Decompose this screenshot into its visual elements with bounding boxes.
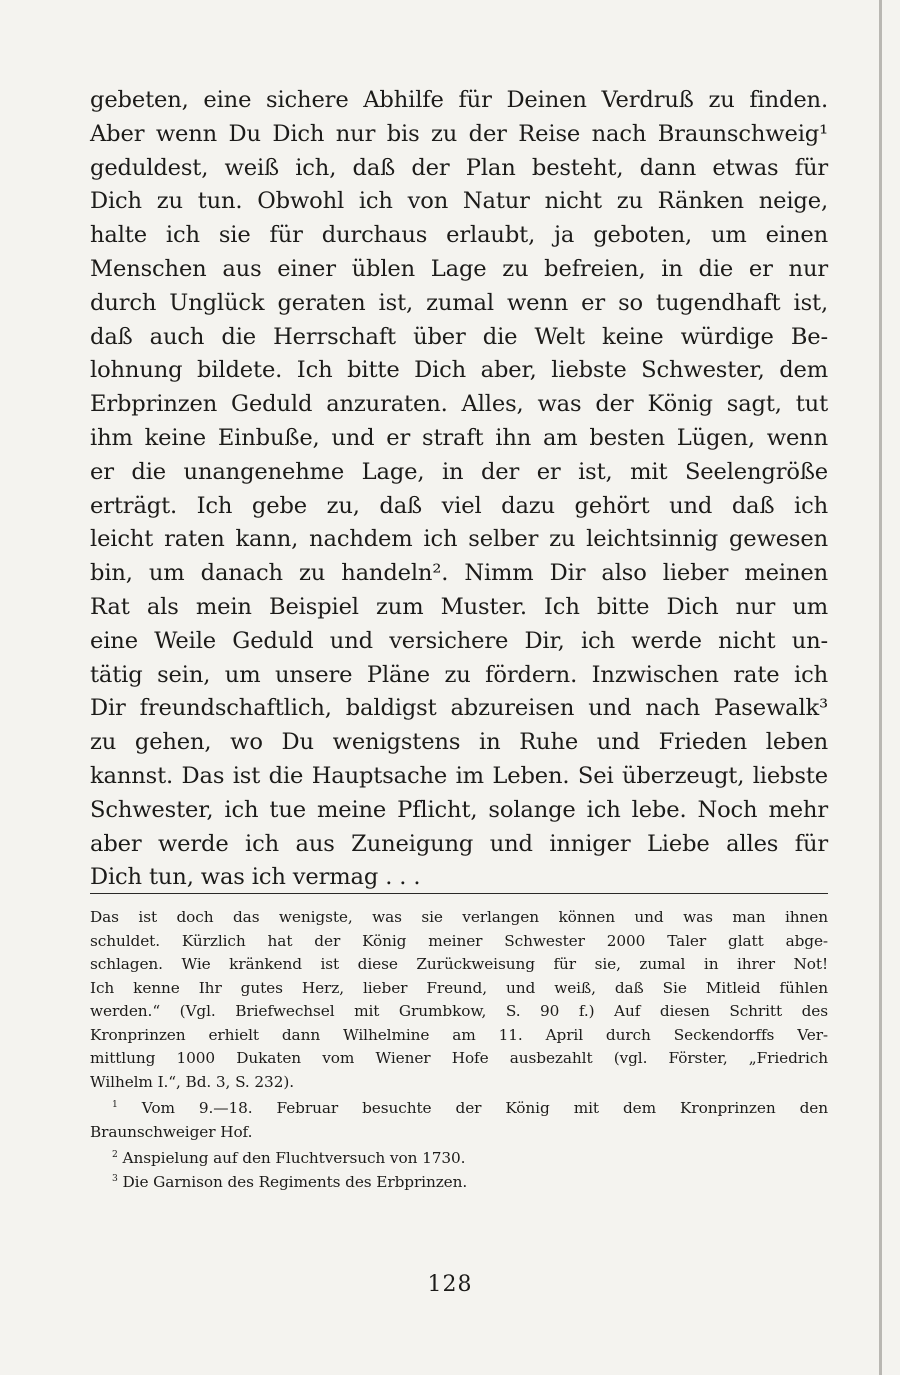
text-line: tätig sein, um unsere Pläne zu fördern. Inzwischen rate ich (90, 661, 828, 688)
footnotes (90, 906, 828, 1194)
text-line: lohnung bildete. Ich bitte Dich aber, liebste Schwester, dem (90, 357, 828, 384)
text-line: aber werde ich aus Zuneigung und inniger Liebe alles für (90, 830, 828, 857)
text-line: bin, um danach zu handeln². Nimm Dir also lieber meinen (90, 560, 828, 587)
footnote-line: Wilhelm I.“, Bd. 3, S. 232). (90, 1072, 294, 1091)
text-line: leicht raten kann, nachdem ich selber zu leichtsinnig gewesen (90, 526, 828, 553)
footnote-line: werden.“ (Vgl. Briefwechsel mit Grumbkow, S. 90 f.) Auf diesen Schritt des (90, 1002, 828, 1020)
footnote-1 (90, 1097, 828, 1121)
footnote-marker: 1 (112, 1098, 118, 1110)
footnote-line: schuldet. Kürzlich hat der König meiner Schwester 2000 Taler glatt abge- (90, 931, 828, 950)
footnote-line: Kronprinzen erhielt dann Wilhelmine am 11. April durch Seckendorffs Ver- (90, 1025, 828, 1044)
text-line: halte ich sie für durchaus erlaubt, ja geboten, um einen (90, 222, 828, 249)
footnote-3 (90, 1171, 828, 1195)
footnote-line: Das ist doch das wenigste, was sie verlangen können und was man ihnen (90, 908, 828, 926)
page-edge (879, 0, 882, 1375)
text-line: Dich tun, was ich vermag . . . (90, 864, 421, 891)
text-line: daß auch die Herrschaft über die Welt keine würdige Be- (90, 323, 828, 350)
text-line: geduldest, weiß ich, daß der Plan besteht, dann etwas für (90, 154, 828, 181)
footnote-2 (90, 1147, 828, 1171)
text-line: kannst. Das ist die Hauptsache im Leben. Sei überzeugt, liebste (90, 762, 828, 789)
text-line: durch Unglück geraten ist, zumal wenn er so tugendhaft ist, (90, 289, 828, 316)
footnote-text: Vom 9.—18. Februar besuchte der König mit dem Kronprinzen den (141, 1099, 829, 1117)
footnote-rule (90, 893, 828, 894)
footnote-text: Anspielung auf den Fluchtversuch von 1730. (122, 1149, 466, 1167)
footnote-text: Die Garnison des Regiments des Erbprinzen. (122, 1172, 468, 1191)
footnote-line: mittlung 1000 Dukaten vom Wiener Hofe ausbezahlt (vgl. Förster, „Friedrich (90, 1049, 828, 1067)
text-line: Aber wenn Du Dich nur bis zu der Reise nach Braunschweig¹ (90, 120, 828, 147)
footnote-line: schlagen. Wie kränkend ist diese Zurückweisung für sie, zumal in ihrer Not! (90, 955, 828, 973)
text-line: Dich zu tun. Obwohl ich von Natur nicht zu Ränken neige, (90, 188, 828, 215)
text-line: Menschen aus einer üblen Lage zu befreien, in die er nur (90, 255, 828, 282)
text-line: Dir freundschaftlich, baldigst abzureisen und nach Pasewalk³ (90, 695, 828, 722)
text-line: Schwester, ich tue meine Pflicht, solange ich lebe. Noch mehr (90, 796, 828, 823)
text-line: Rat als mein Beispiel zum Muster. Ich bitte Dich nur um (90, 593, 828, 620)
page-number: 128 (427, 1272, 473, 1297)
text-line: Erbprinzen Geduld anzuraten. Alles, was der König sagt, tut (90, 391, 828, 418)
text-line: eine Weile Geduld und versichere Dir, ich werde nicht un- (90, 627, 828, 654)
text-line: gebeten, eine sichere Abhilfe für Deinen Verdruß zu finden. (90, 87, 828, 113)
text-line: ihm keine Einbuße, und er straft ihn am besten Lügen, wenn (90, 424, 828, 451)
footnote-line: Ich kenne Ihr gutes Herz, lieber Freund, und weiß, daß Sie Mitleid fühlen (90, 978, 828, 997)
footnote-line: Braunschweiger Hof. (90, 1122, 253, 1141)
footnote-marker: 2 (112, 1148, 118, 1160)
text-line: er die unangenehme Lage, in der er ist, mit Seelengröße (90, 458, 828, 485)
text-line: erträgt. Ich gebe zu, daß viel dazu gehört und daß ich (90, 492, 828, 519)
text-line: zu gehen, wo Du wenigstens in Ruhe und Frieden leben (90, 729, 828, 756)
footnote-marker: 3 (112, 1172, 118, 1184)
main-text (90, 84, 828, 895)
